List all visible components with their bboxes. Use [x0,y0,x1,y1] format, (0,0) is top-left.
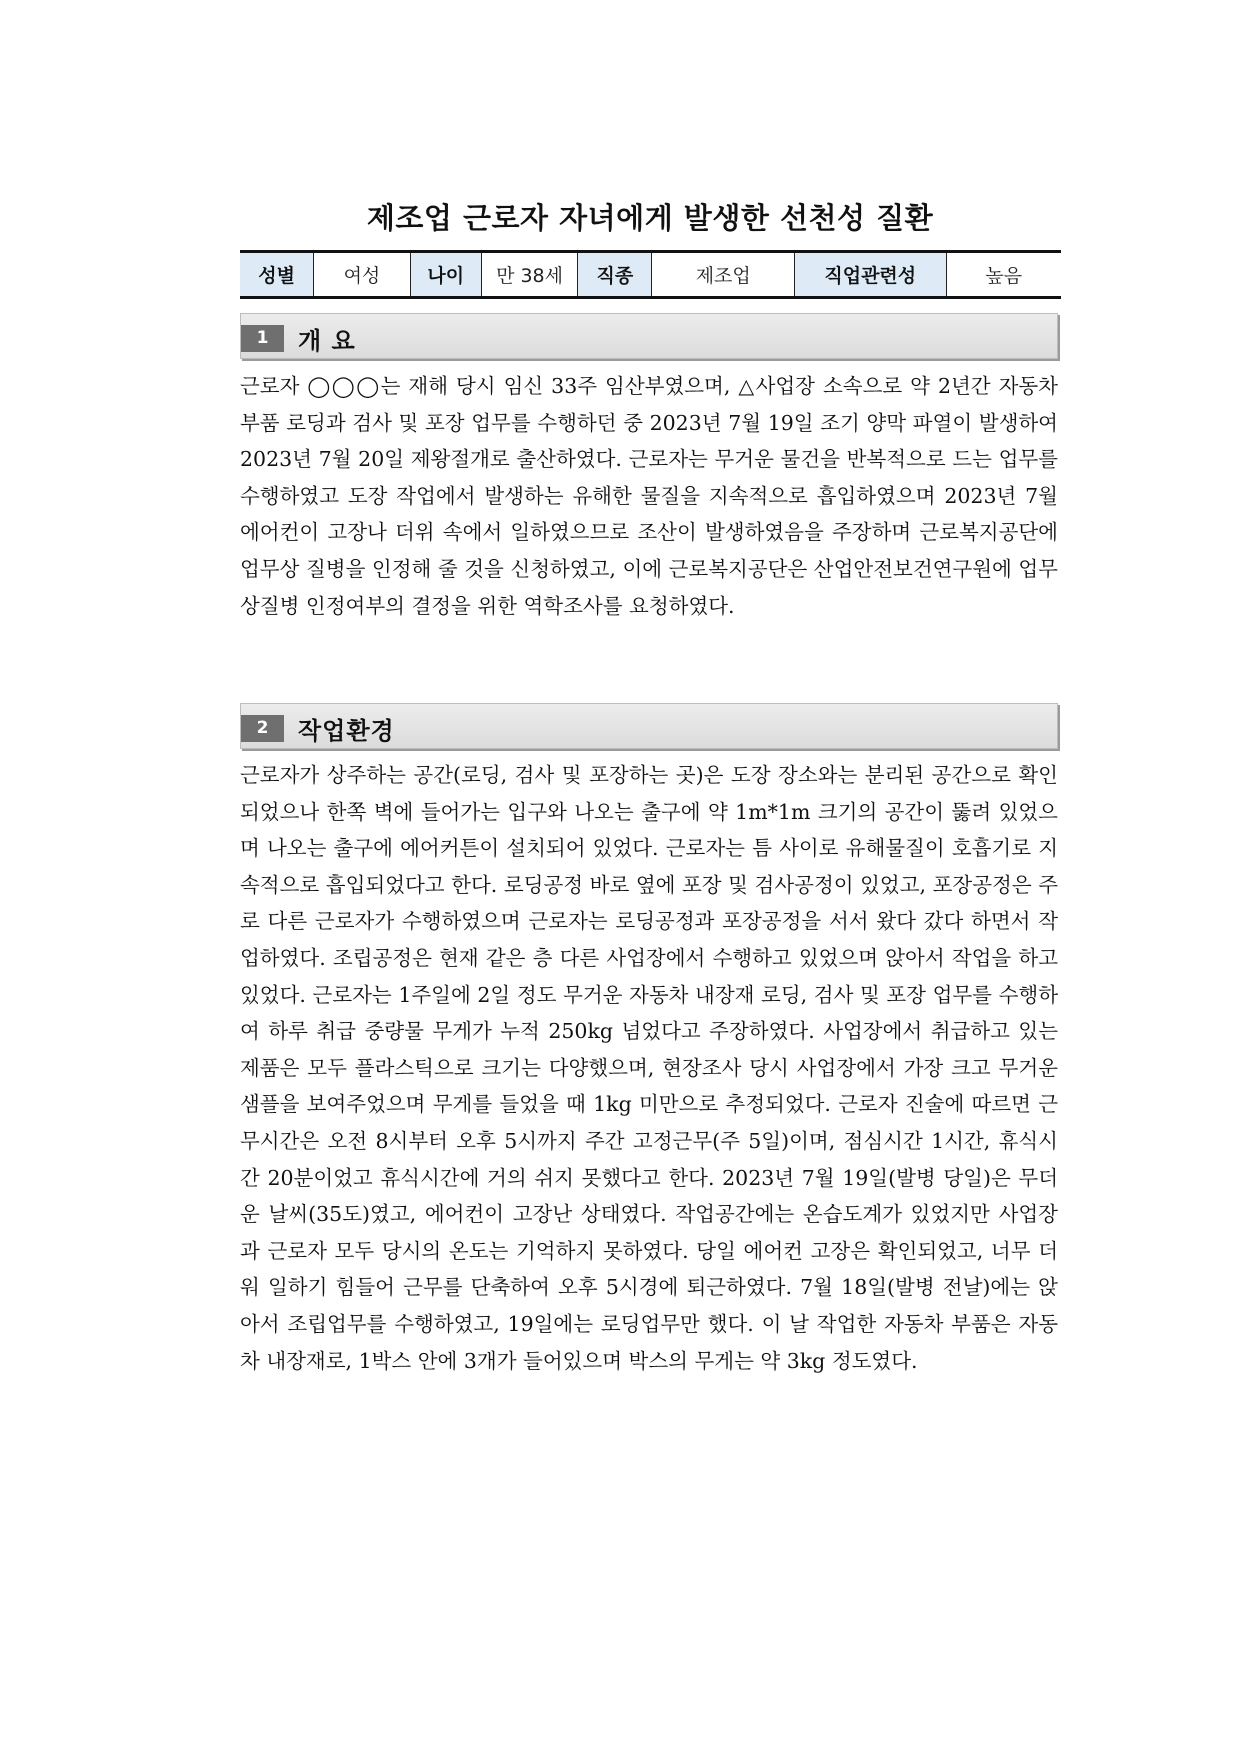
age-value: 만 38세 [481,252,577,298]
section-body-overview: 근로자 ◯◯◯는 재해 당시 임신 33주 임산부였으며, △사업장 소속으로 약 2년간 자동차 부품 로딩과 검사 및 포장 업무를 수행하던 중 2023년 7월 19일 조기 양막 파열이 발생하여 2023년 7월 20일 제왕절개로 출산하였다. 근로자는 무거운 물건을 반복적으로 드는 업무를 수행하였고 도장 작업에서 발생하는 유해한 물질을 지속적으로 흡입하였으며 2023년 7월 에어컨이 고장나 더위 속에서 일하였으므로 조산이 발생하였음을 주장하며 근로복지공단에 업무상 질병을 인정해 줄 것을 신청하였고, 이에 근로복지공단은 산업안전보건연구원에 업무상질병 인정여부의 결정을 위한 역학조사를 요청하였다. [240,374,1058,618]
gender-value: 여성 [314,252,410,298]
section-header-overview [240,313,1058,359]
section-body-work-environment: 근로자가 상주하는 공간(로딩, 검사 및 포장하는 곳)은 도장 장소와는 분리된 공간으로 확인되었으나 한쪽 벽에 들어가는 입구와 나오는 출구에 약 1m*1m 크기의 공간이 뚫려 있었으며 나오는 출구에 에어커튼이 설치되어 있었다. 근로자는 틈 사이로 유해물질이 호흡기로 지속적으로 흡입되었다고 한다. 로딩공정 바로 옆에 포장 및 검사공정이 있었고, 포장공정은 주로 다른 근로자가 수행하였으며 근로자는 로딩공정과 포장공정을 서서 왔다 갔다 하면서 작업하였다. 조립공정은 현재 같은 층 다른 사업장에서 수행하고 있었으며 앉아서 작업을 하고 있었다. 근로자는 1주일에 2일 정도 무거운 자동차 내장재 로딩, 검사 및 포장 업무를 수행하여 하루 취급 중량물 무게가 누적 250kg 넘었다고 주장하였다. 사업장에서 취급하고 있는 제품은 모두 플라스틱으로 크기는 다양했으며, 현장조사 당시 사업장에서 가장 크고 무거운 샘플을 보여주었으며 무게를 들었을 때 1kg 미만으로 추정되었다. 근로자 진술에 따르면 근무시간은 오전 8시부터 오후 5시까지 주간 고정근무(주 5일)이며, 점심시간 1시간, 휴식시간 20분이었고 휴식시간에 거의 쉬지 못했다고 한다. 2023년 7월 19일(발병 당일)은 무더운 날씨(35도)였고, 에어컨이 고장난 상태였다. 작업공간에는 온습도계가 있었지만 사업장과 근로자 모두 당시의 온도는 기억하지 못하였다. 당일 에어컨 고장은 확인되었고, 너무 더워 일하기 힘들어 근무를 단축하여 오후 5시경에 퇴근하였다. 7월 18일(발병 전날)에는 앉아서 조립업무를 수행하였고, 19일에는 로딩업무만 했다. 이 날 작업한 자동차 부품은 자동차 내장재로, 1박스 안에 3개가 들어있으며 박스의 무게는 약 3kg 정도였다. [240,763,1058,1373]
document-title: 제조업 근로자 자녀에게 발생한 선천성 질환 [366,201,934,235]
section-title: 개 요 [298,327,356,355]
section-number-badge: 2 [241,715,284,742]
job-value: 제조업 [652,252,795,298]
section-number-badge: 1 [241,325,284,352]
case-info-row [240,252,1061,298]
age-label: 나이 [410,252,481,298]
job-label: 직종 [578,252,652,298]
relevance-value: 높음 [946,252,1061,298]
section-title: 작업환경 [298,717,395,745]
relevance-label: 직업관련성 [794,252,946,298]
section-header-work-environment [240,703,1058,749]
case-info-table [240,250,1061,299]
gender-label: 성별 [240,252,314,298]
